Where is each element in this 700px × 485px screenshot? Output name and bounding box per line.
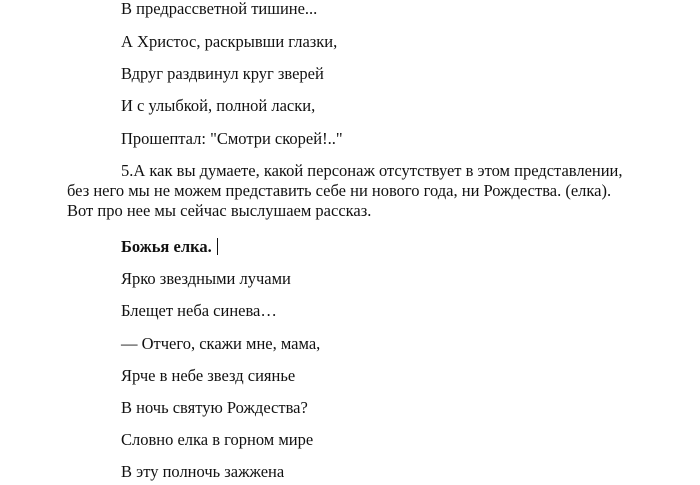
- poem-line: А Христос, раскрывши глазки,: [121, 32, 338, 51]
- poem-line: Ярче в небе звезд сиянье: [121, 366, 296, 385]
- poem-line: Словно елка в горном мире: [121, 430, 314, 449]
- paragraph-line: Вот про нее мы сейчас выслушаем рассказ.: [67, 201, 372, 220]
- paragraph-line: без него мы не можем представить себе ни нового года, ни Рождества. (елка).: [67, 181, 612, 200]
- poem-line: В предрассветной тишине...: [121, 0, 318, 18]
- poem-line: Вдруг раздвинул круг зверей: [121, 64, 324, 83]
- paragraph-line: 5.А как вы думаете, какой персонаж отсутствует в этом представлении,: [121, 161, 623, 180]
- text-cursor: [217, 238, 218, 255]
- poem-line: — Отчего, скажи мне, мама,: [121, 334, 321, 353]
- poem-line: В ночь святую Рождества?: [121, 398, 308, 417]
- poem-line: Блещет неба синева…: [121, 301, 277, 320]
- poem-title[interactable]: [121, 237, 218, 257]
- poem-title-text: Божья елка.: [121, 237, 212, 256]
- poem-line: И с улыбкой, полной ласки,: [121, 96, 316, 115]
- poem-line: Прошептал: "Смотри скорей!..": [121, 129, 343, 148]
- question-paragraph: [67, 161, 667, 221]
- poem-line: Ярко звездными лучами: [121, 269, 291, 288]
- poem-line: В эту полночь зажжена: [121, 462, 285, 481]
